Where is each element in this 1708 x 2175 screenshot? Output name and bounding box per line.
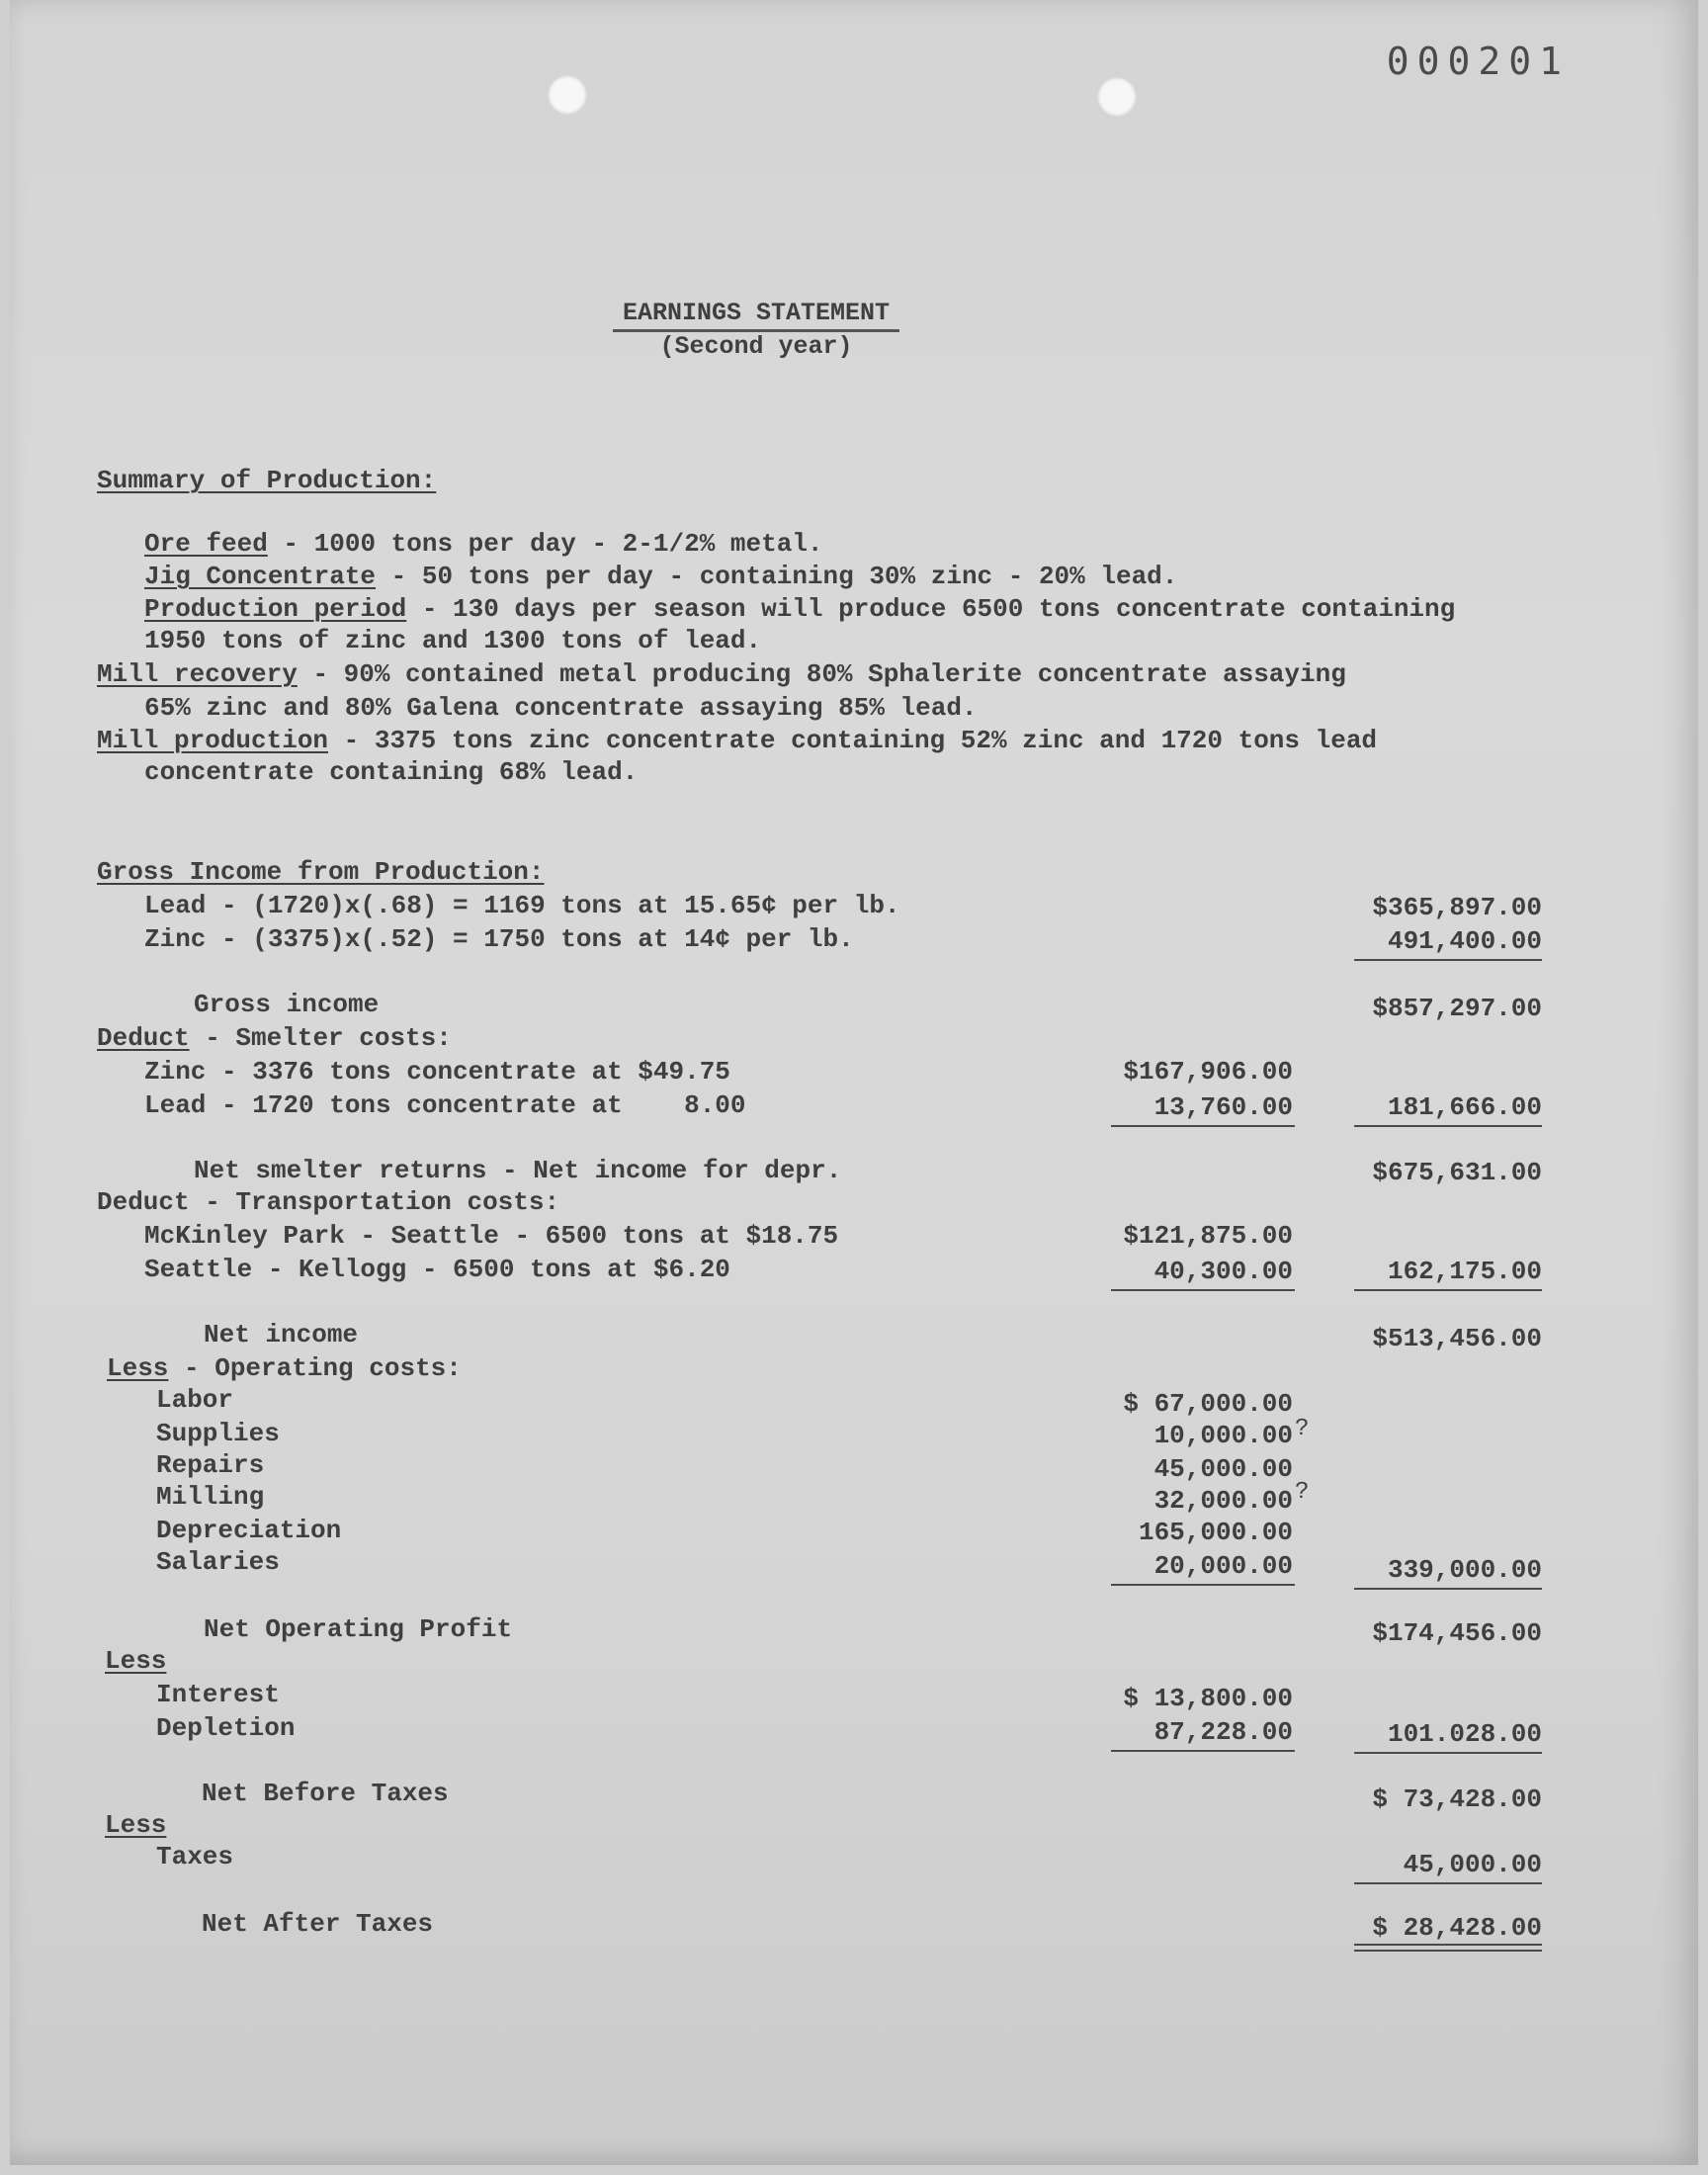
net-operating-profit-label: Net Operating Profit <box>204 1614 513 1644</box>
operating-item-label: Milling <box>156 1482 265 1512</box>
transport-value-1: $121,875.00 <box>1123 1221 1293 1251</box>
net-after-taxes-value: $ 28,428.00 <box>1372 1913 1542 1943</box>
transport-subtotal-rule <box>1111 1289 1295 1291</box>
gross-income-label: Gross income <box>194 990 380 1019</box>
statement-title: EARNINGS STATEMENT <box>10 299 1502 332</box>
lead-income-value: $365,897.00 <box>1372 893 1542 922</box>
net-operating-profit-value: $174,456.00 <box>1372 1618 1542 1648</box>
operating-item-value: 20,000.00 <box>1153 1551 1293 1581</box>
punch-hole-right <box>1097 77 1137 117</box>
operating-item-value: 32,000.00 <box>1153 1486 1293 1516</box>
smelter-lead-line: Lead - 1720 tons concentrate at 8.00 <box>144 1090 746 1120</box>
smelter-subtotal-rule <box>1111 1125 1295 1127</box>
operating-item-label: Labor <box>156 1385 234 1415</box>
operating-total-rule <box>1354 1588 1542 1590</box>
interest-label: Interest <box>156 1680 280 1709</box>
mill-production-cont: concentrate containing 68% lead. <box>144 757 639 787</box>
statement-subtitle: (Second year) <box>659 332 853 361</box>
taxes-value: 45,000.00 <box>1403 1850 1542 1879</box>
operating-item-value: $ 67,000.00 <box>1123 1389 1293 1419</box>
operating-item-value: 165,000.00 <box>1138 1518 1293 1547</box>
transport-line-1: McKinley Park - Seattle - 6500 tons at $18.75 <box>144 1221 839 1251</box>
depletion-label: Depletion <box>156 1713 296 1743</box>
transport-total-value: 162,175.00 <box>1387 1257 1542 1286</box>
gross-income-heading: Gross Income from Production: <box>97 857 545 887</box>
smelter-lead-value: 13,760.00 <box>1153 1092 1293 1122</box>
final-double-rule <box>1354 1944 1542 1946</box>
taxes-label: Taxes <box>156 1842 234 1871</box>
production-period-line: Production period - 130 days per season will produce 6500 tons concentrate containing <box>144 594 1456 624</box>
less-label: Less <box>105 1810 167 1840</box>
less-label: Less <box>105 1646 167 1676</box>
net-income-label: Net income <box>204 1320 359 1349</box>
smelter-zinc-line: Zinc - 3376 tons concentrate at $49.75 <box>144 1057 730 1087</box>
ore-feed-line: Ore feed - 1000 tons per day - 2-1/2% metal. <box>144 529 823 559</box>
operating-heading: Less - Operating costs: <box>107 1353 462 1383</box>
interest-depletion-total: 101.028.00 <box>1387 1719 1542 1749</box>
taxes-rule <box>1354 1882 1542 1884</box>
transport-total-rule <box>1354 1289 1542 1291</box>
transport-value-2: 40,300.00 <box>1153 1257 1293 1286</box>
operating-total-value: 339,000.00 <box>1387 1555 1542 1585</box>
operating-subtotal-rule <box>1111 1584 1295 1586</box>
punch-hole-left <box>548 75 587 115</box>
mill-recovery-line: Mill recovery - 90% contained metal producing 80% Sphalerite concentrate assaying <box>97 659 1346 689</box>
smelter-total-rule <box>1354 1125 1542 1127</box>
net-before-taxes-label: Net Before Taxes <box>202 1779 449 1808</box>
interest-subtotal-rule <box>1111 1750 1295 1752</box>
document-number: 000201 <box>1386 40 1570 83</box>
interest-value: $ 13,800.00 <box>1123 1684 1293 1713</box>
interest-total-rule <box>1354 1752 1542 1754</box>
operating-item-label: Depreciation <box>156 1516 342 1545</box>
zinc-income-line: Zinc - (3375)x(.52) = 1750 tons at 14¢ per lb. <box>144 924 854 954</box>
net-before-taxes-value: $ 73,428.00 <box>1372 1784 1542 1814</box>
query-mark: ? <box>1295 1479 1310 1506</box>
smelter-heading: Deduct - Smelter costs: <box>97 1023 452 1053</box>
gross-income-value: $857,297.00 <box>1372 994 1542 1023</box>
lead-income-line: Lead - (1720)x(.68) = 1169 tons at 15.65¢ per lb. <box>144 891 900 920</box>
operating-item-value: 45,000.00 <box>1153 1454 1293 1484</box>
operating-item-label: Supplies <box>156 1419 280 1448</box>
transport-line-2: Seattle - Kellogg - 6500 tons at $6.20 <box>144 1255 730 1284</box>
operating-item-label: Salaries <box>156 1547 280 1577</box>
mill-production-line: Mill production - 3375 tons zinc concentrate containing 52% zinc and 1720 tons lead <box>97 726 1378 755</box>
smelter-total-value: 181,666.00 <box>1387 1092 1542 1122</box>
query-mark: ? <box>1295 1416 1310 1442</box>
zinc-income-value: 491,400.00 <box>1387 926 1542 956</box>
transport-heading: Deduct - Transportation costs: <box>97 1187 560 1217</box>
operating-item-value: 10,000.00 <box>1153 1421 1293 1450</box>
gross-rule <box>1354 959 1542 961</box>
smelter-zinc-value: $167,906.00 <box>1123 1057 1293 1087</box>
jig-concentrate-line: Jig Concentrate - 50 tons per day - containing 30% zinc - 20% lead. <box>144 562 1178 591</box>
mill-recovery-cont: 65% zinc and 80% Galena concentrate assaying 85% lead. <box>144 693 978 723</box>
production-period-cont: 1950 tons of zinc and 1300 tons of lead. <box>144 626 762 655</box>
net-smelter-value: $675,631.00 <box>1372 1158 1542 1187</box>
net-income-value: $513,456.00 <box>1372 1324 1542 1353</box>
net-smelter-label: Net smelter returns - Net income for depr. <box>194 1156 842 1185</box>
net-after-taxes-label: Net After Taxes <box>202 1909 434 1939</box>
summary-heading: Summary of Production: <box>97 466 437 495</box>
depletion-value: 87,228.00 <box>1153 1717 1293 1747</box>
operating-item-label: Repairs <box>156 1450 265 1480</box>
document-page <box>10 0 1698 2165</box>
